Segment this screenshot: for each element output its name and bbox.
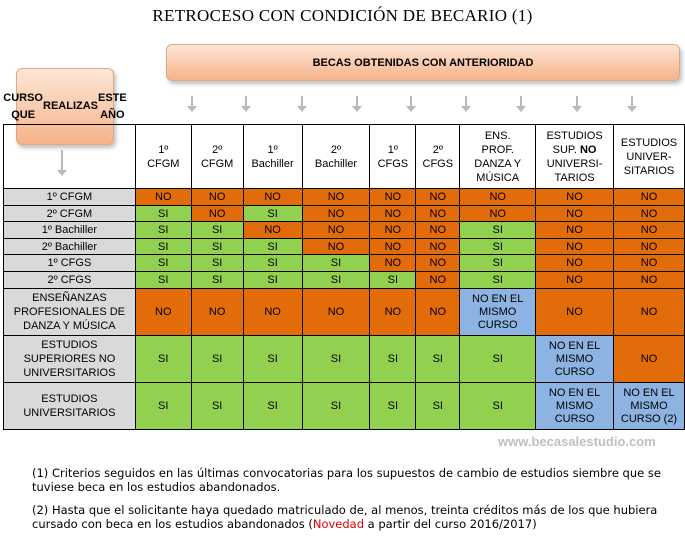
table-cell: NO xyxy=(302,189,370,206)
table-cell: SI xyxy=(460,336,536,383)
table-cell: NO xyxy=(243,189,302,206)
table-cell: NO xyxy=(135,289,191,336)
table-cell: NO xyxy=(243,289,302,336)
table-cell: NO xyxy=(191,189,243,206)
table-cell: SI xyxy=(135,383,191,430)
arrow-down-icon xyxy=(627,96,637,112)
table-cell: SI xyxy=(370,383,416,430)
table-cell: NO xyxy=(191,289,243,336)
table-cell: NO xyxy=(536,189,614,206)
table-cell: SI xyxy=(460,383,536,430)
table-cell: NO xyxy=(416,189,460,206)
table-cell: SI xyxy=(135,272,191,289)
table-cell: NO xyxy=(614,289,685,336)
table-corner xyxy=(4,125,136,189)
table-row xyxy=(4,383,685,430)
footnote-2 xyxy=(32,503,672,531)
table-cell: NO xyxy=(460,189,536,206)
curso-header-box: CURSO QUE REALIZAS ESTE AÑO xyxy=(16,68,114,145)
arrow-down-icon xyxy=(516,96,526,112)
table-cell: NO xyxy=(302,289,370,336)
row-header: 1º CFGM xyxy=(4,189,136,206)
table-cell: NO xyxy=(370,289,416,336)
table-row xyxy=(4,239,685,255)
table-cell: NO xyxy=(536,255,614,272)
table-cell: NO xyxy=(370,239,416,255)
table-cell: SI xyxy=(135,206,191,222)
row-header: ENSEÑANZAS PROFESIONALES DE DANZA Y MÚSICA xyxy=(4,289,136,336)
table-cell: SI xyxy=(191,272,243,289)
table-cell: SI xyxy=(302,336,370,383)
table-cell: SI xyxy=(460,239,536,255)
table-cell: SI xyxy=(135,239,191,255)
table-cell: NO EN EL MISMO CURSO (2) xyxy=(614,383,685,430)
row-header: ESTUDIOS SUPERIORES NO UNIVERSITARIOS xyxy=(4,336,136,383)
table-cell: NO xyxy=(302,206,370,222)
table-cell: SI xyxy=(243,272,302,289)
footnote-1: (1) Criterios seguidos en las últimas convocatorias para los supuestos de cambio de estudios siembre que se tuviese beca en los estudios abandonados. xyxy=(32,466,661,494)
table-cell: SI xyxy=(416,383,460,430)
table-cell: SI xyxy=(370,272,416,289)
row-header: 2º CFGM xyxy=(4,206,136,222)
row-header: 2º CFGS xyxy=(4,272,136,289)
footnote-2-text-a: (2) Hasta que el solicitante haya quedado matriculado de, al menos, treinta créditos más de los que hubiera cursado con beca en los estudios abandonados ( xyxy=(32,503,658,531)
row-header: 1º CFGS xyxy=(4,255,136,272)
table-cell: NO xyxy=(614,222,685,239)
table-cell: NO EN EL MISMO CURSO xyxy=(460,289,536,336)
table-cell: NO xyxy=(460,206,536,222)
arrow-down-icon xyxy=(241,96,251,112)
arrow-down-icon xyxy=(572,96,582,112)
table-cell: NO xyxy=(536,222,614,239)
table-cell: SI xyxy=(370,336,416,383)
table-cell: SI xyxy=(302,383,370,430)
row-header: ESTUDIOS UNIVERSITARIOS xyxy=(4,383,136,430)
table-cell: SI xyxy=(243,336,302,383)
table-cell: SI xyxy=(135,222,191,239)
table-cell: NO xyxy=(416,239,460,255)
table-cell: SI xyxy=(243,383,302,430)
table-cell: SI xyxy=(135,336,191,383)
table-cell: NO xyxy=(302,222,370,239)
column-header: ESTUDIOS UNIVER- SITARIOS xyxy=(614,125,685,189)
table-cell: SI xyxy=(191,383,243,430)
table-cell: NO xyxy=(416,272,460,289)
arrow-down-icon xyxy=(406,96,416,112)
table-cell: NO xyxy=(243,222,302,239)
row-header: 1º Bachiller xyxy=(4,222,136,239)
table-cell: SI xyxy=(191,255,243,272)
table-row xyxy=(4,222,685,239)
table-row xyxy=(4,189,685,206)
table-cell: SI xyxy=(302,272,370,289)
table-cell: NO xyxy=(614,272,685,289)
table-cell: SI xyxy=(302,255,370,272)
table-cell: SI xyxy=(191,336,243,383)
arrow-down-icon xyxy=(187,96,197,112)
novedad-label: Novedad xyxy=(312,517,365,531)
table-cell: SI xyxy=(460,272,536,289)
table-cell: NO xyxy=(302,239,370,255)
table-cell: NO xyxy=(370,255,416,272)
table-cell: NO xyxy=(191,206,243,222)
table-cell: NO xyxy=(536,239,614,255)
arrow-down-icon xyxy=(297,96,307,112)
table-cell: SI xyxy=(416,336,460,383)
table-row xyxy=(4,336,685,383)
table-cell: NO xyxy=(614,336,685,383)
table-cell: SI xyxy=(135,255,191,272)
table-row xyxy=(4,289,685,336)
table-cell: SI xyxy=(191,239,243,255)
table-cell: SI xyxy=(460,255,536,272)
table-cell: NO xyxy=(536,272,614,289)
table-cell: NO EN EL MISMO CURSO xyxy=(536,383,614,430)
column-header: ESTUDIOS SUP. NO UNIVERSI- TARIOS xyxy=(536,125,614,189)
table-cell: NO xyxy=(416,222,460,239)
table-cell: NO xyxy=(416,206,460,222)
table-row xyxy=(4,206,685,222)
table-cell: SI xyxy=(243,239,302,255)
footnote-2-text-b: a partir del curso 2016/2017) xyxy=(364,517,537,531)
table-cell: SI xyxy=(460,222,536,239)
table-cell: SI xyxy=(243,206,302,222)
table-cell: NO EN EL MISMO CURSO xyxy=(536,336,614,383)
table-cell: NO xyxy=(614,239,685,255)
table-cell: NO xyxy=(536,289,614,336)
watermark: www.becasalestudio.com xyxy=(498,434,656,449)
table-cell: NO xyxy=(370,206,416,222)
table-cell: NO xyxy=(536,206,614,222)
becas-table xyxy=(3,124,685,430)
table-cell: NO xyxy=(614,206,685,222)
table-cell: NO xyxy=(135,189,191,206)
table-cell: NO xyxy=(614,255,685,272)
table-cell: NO xyxy=(416,289,460,336)
column-header: 1º Bachiller xyxy=(243,125,302,189)
column-header: 1º CFGM xyxy=(135,125,191,189)
column-header: 2º Bachiller xyxy=(302,125,370,189)
table-row xyxy=(4,272,685,289)
table-cell: NO xyxy=(370,222,416,239)
table-cell: NO xyxy=(614,189,685,206)
table-cell: NO xyxy=(416,255,460,272)
becas-header-box: BECAS OBTENIDAS CON ANTERIORIDAD xyxy=(166,44,680,81)
table-cell: NO xyxy=(370,189,416,206)
table-row xyxy=(4,255,685,272)
column-header: 1º CFGS xyxy=(370,125,416,189)
row-header: 2º Bachiller xyxy=(4,239,136,255)
arrow-down-icon xyxy=(352,96,362,112)
column-header: ENS. PROF. DANZA Y MÚSICA xyxy=(460,125,536,189)
table-cell: SI xyxy=(243,255,302,272)
page-title: RETROCESO CON CONDICIÓN DE BECARIO (1) xyxy=(152,6,533,25)
column-header: 2º CFGS xyxy=(416,125,460,189)
arrow-down-icon xyxy=(461,96,471,112)
table-cell: SI xyxy=(191,222,243,239)
column-header: 2º CFGM xyxy=(191,125,243,189)
